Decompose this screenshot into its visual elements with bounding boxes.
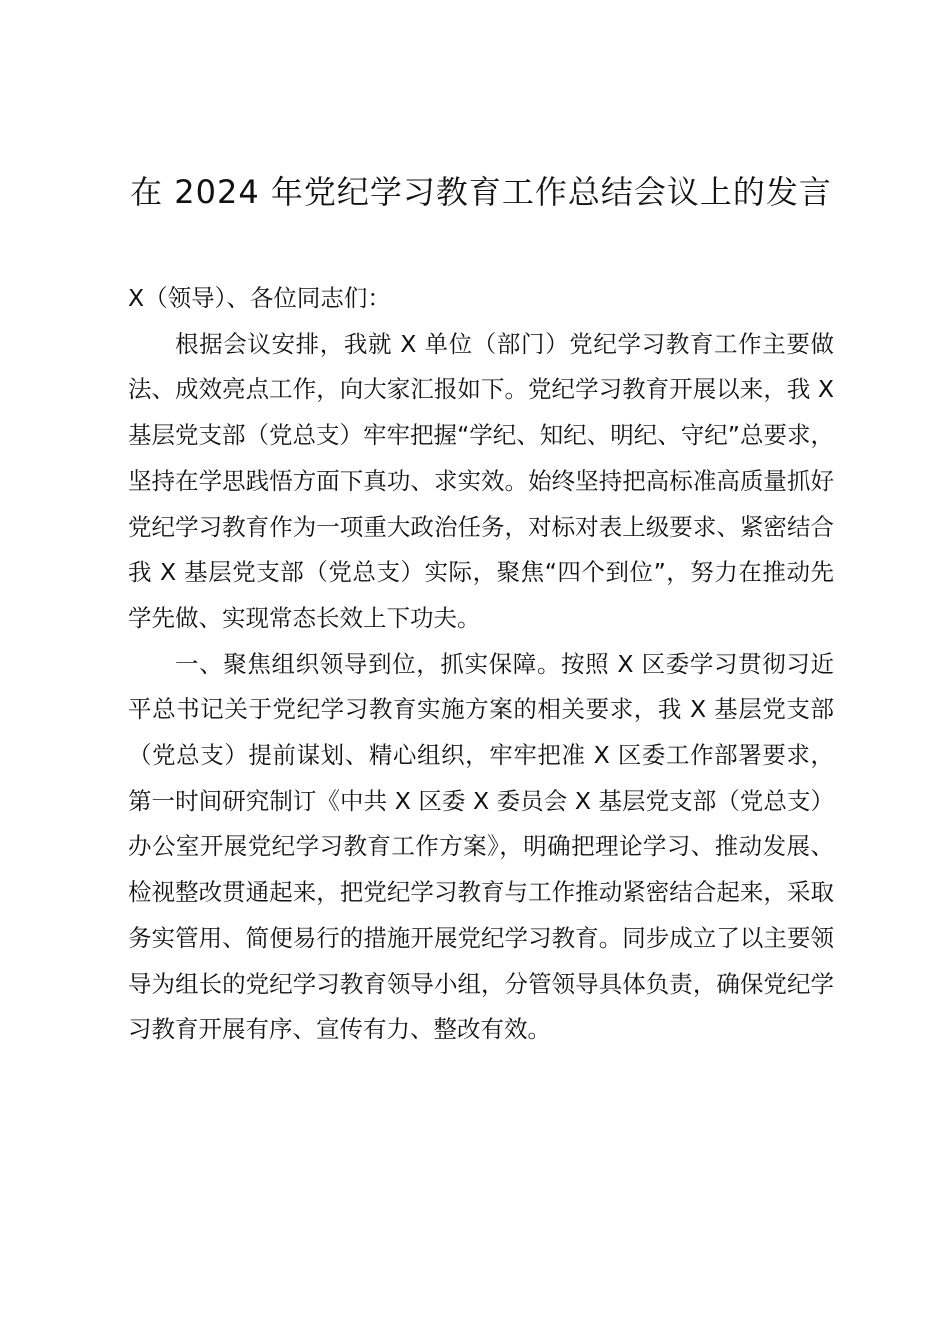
paragraph-section-one: 一、聚焦组织领导到位，抓实保障。按照 X 区委学习贯彻习近平总书记关于党纪学习教育实施方案的相关要求，我 X 基层党支部（党总支）提前谋划、精心组织，牢牢把准 X 区委工作部署要求，第一时间研究制订《中共 X 区委 X 委员会 X 基层党支部（党总支）办公室开展党纪学习教育工作方案》，明确把理论学习、推动发展、检视整改贯通起来，把党纪学习教育与工作推动紧密结合起来，采取务实管用、简便易行的措施开展党纪学习教育。同步成立了以主要领导为组长的党纪学习教育领导小组，分管领导具体负责，确保党纪学习教育开展有序、宣传有力、整改有效。 [128, 649, 834, 1044]
document-title: 在 2024 年党纪学习教育工作总结会议上的发言 [130, 173, 832, 211]
salutation: X（领导）、各位同志们： [128, 284, 391, 312]
paragraph-intro: 根据会议安排，我就 X 单位（部门）党纪学习教育工作主要做法、成效亮点工作，向大家汇报如下。党纪学习教育开展以来，我 X 基层党支部（党总支）牢牢把握“学纪、知纪、明纪、守纪”总要求，坚持在学思践悟方面下真功、求实效。始终坚持把高标准高质量抓好党纪学习教育作为一项重大政治任务，对标对表上级要求、紧密结合我 X 基层党支部（党总支）实际，聚焦“四个到位”，努力在推动先学先做、实现常态长效上下功夫。 [128, 329, 834, 632]
document-body [128, 276, 834, 1053]
